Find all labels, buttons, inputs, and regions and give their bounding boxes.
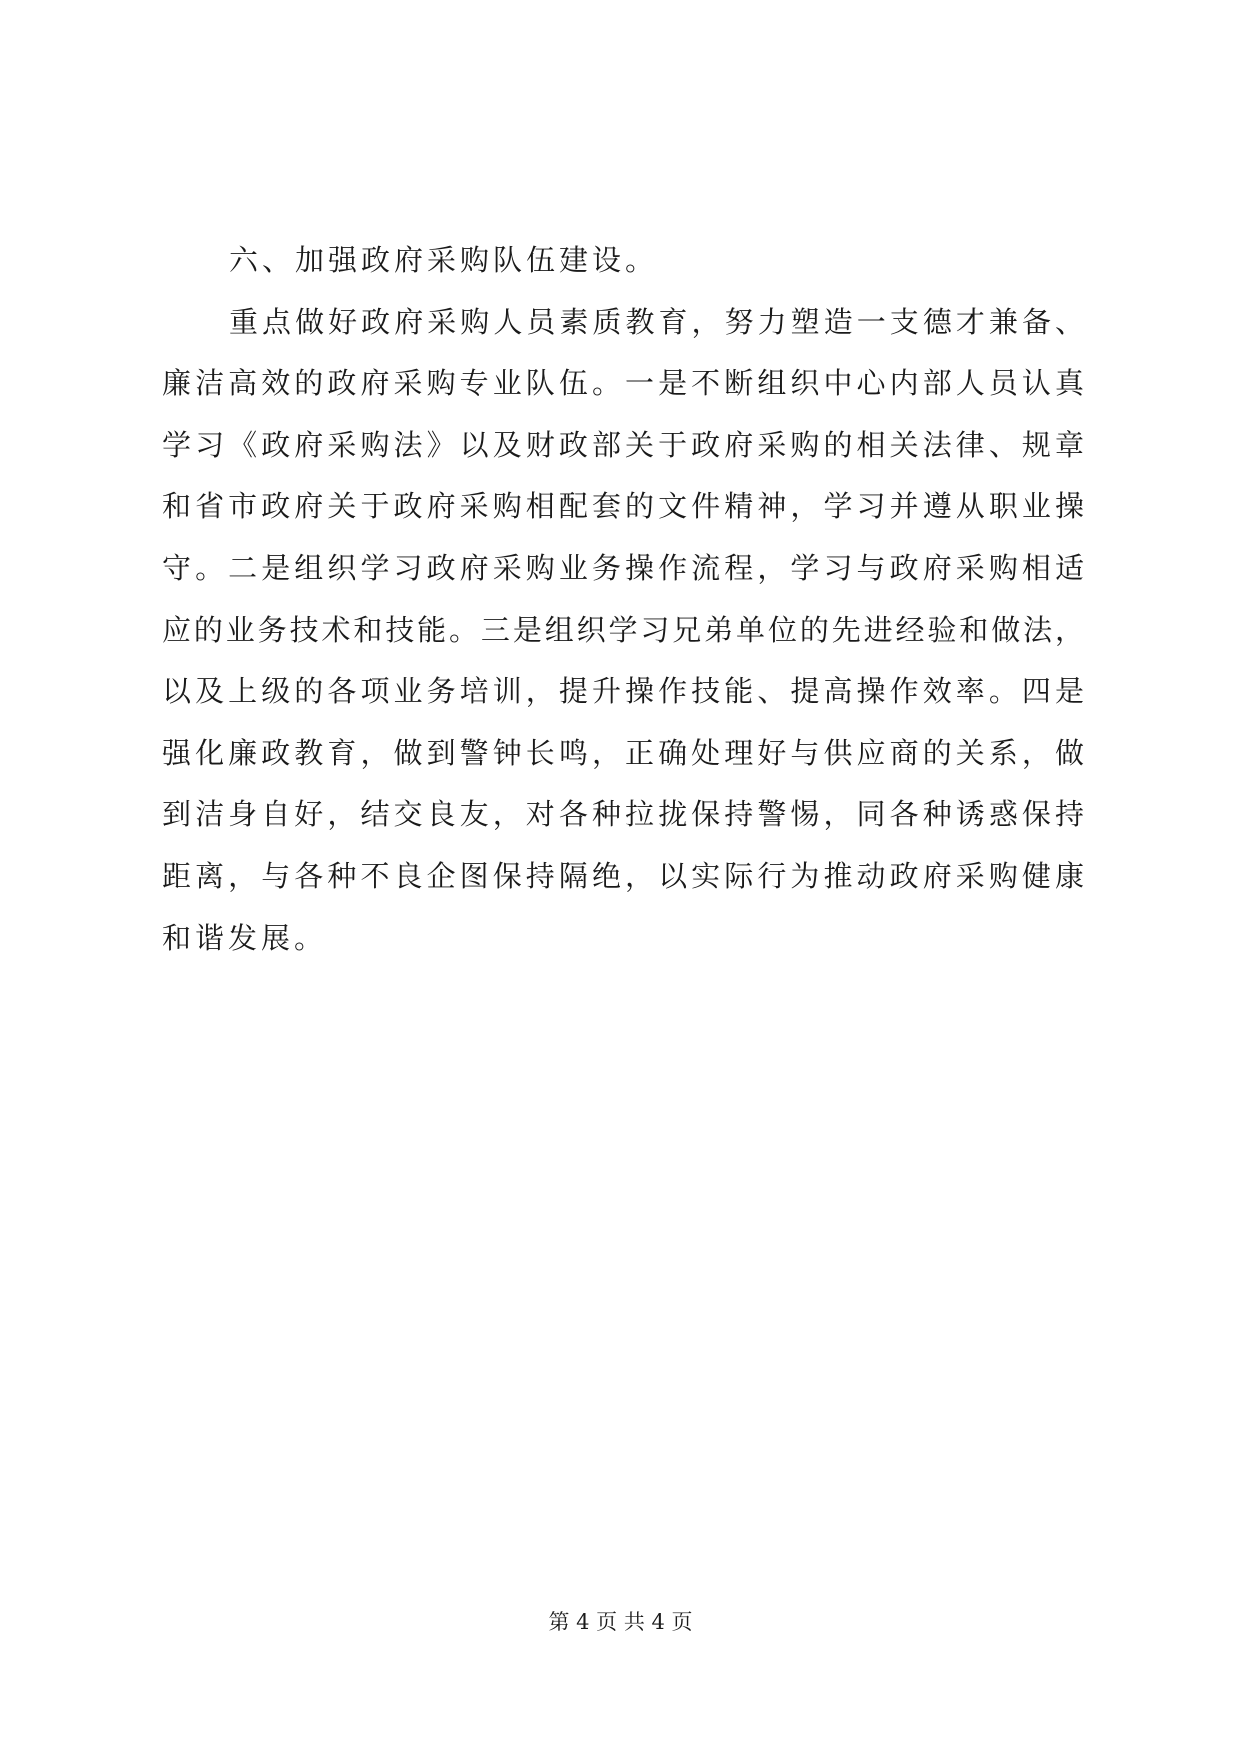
paragraph-line: 学习《政府采购法》以及财政部关于政府采购的相关法律、规章: [162, 427, 1084, 462]
paragraph-line: 以及上级的各项业务培训，提升操作技能、提高操作效率。四是: [162, 674, 1084, 709]
paragraph-line: 重点做好政府采购人员素质教育，努力塑造一支德才兼备、: [229, 304, 1084, 339]
document-body: [162, 230, 1084, 969]
section-heading: 六、加强政府采购队伍建设。: [229, 243, 659, 277]
paragraph-line: 应的业务技术和技能。三是组织学习兄弟单位的先进经验和做法，: [162, 612, 1084, 647]
paragraph-line: 廉洁高效的政府采购专业队伍。一是不断组织中心内部人员认真: [162, 366, 1084, 401]
paragraph-line: 和省市政府关于政府采购相配套的文件精神，学习并遵从职业操: [162, 489, 1084, 524]
paragraph-line: 和谐发展。: [162, 920, 328, 955]
paragraph-line: 到洁身自好，结交良友，对各种拉拢保持警惕，同各种诱惑保持: [162, 797, 1084, 832]
paragraph-line: 守。二是组织学习政府采购业务操作流程，学习与政府采购相适: [162, 550, 1084, 585]
paragraph-line: 距离，与各种不良企图保持隔绝，以实际行为推动政府采购健康: [162, 858, 1084, 893]
paragraph-line: 强化廉政教育，做到警钟长鸣，正确处理好与供应商的关系，做: [162, 735, 1084, 770]
page-number-footer: 第 4 页 共 4 页: [548, 1610, 693, 1634]
